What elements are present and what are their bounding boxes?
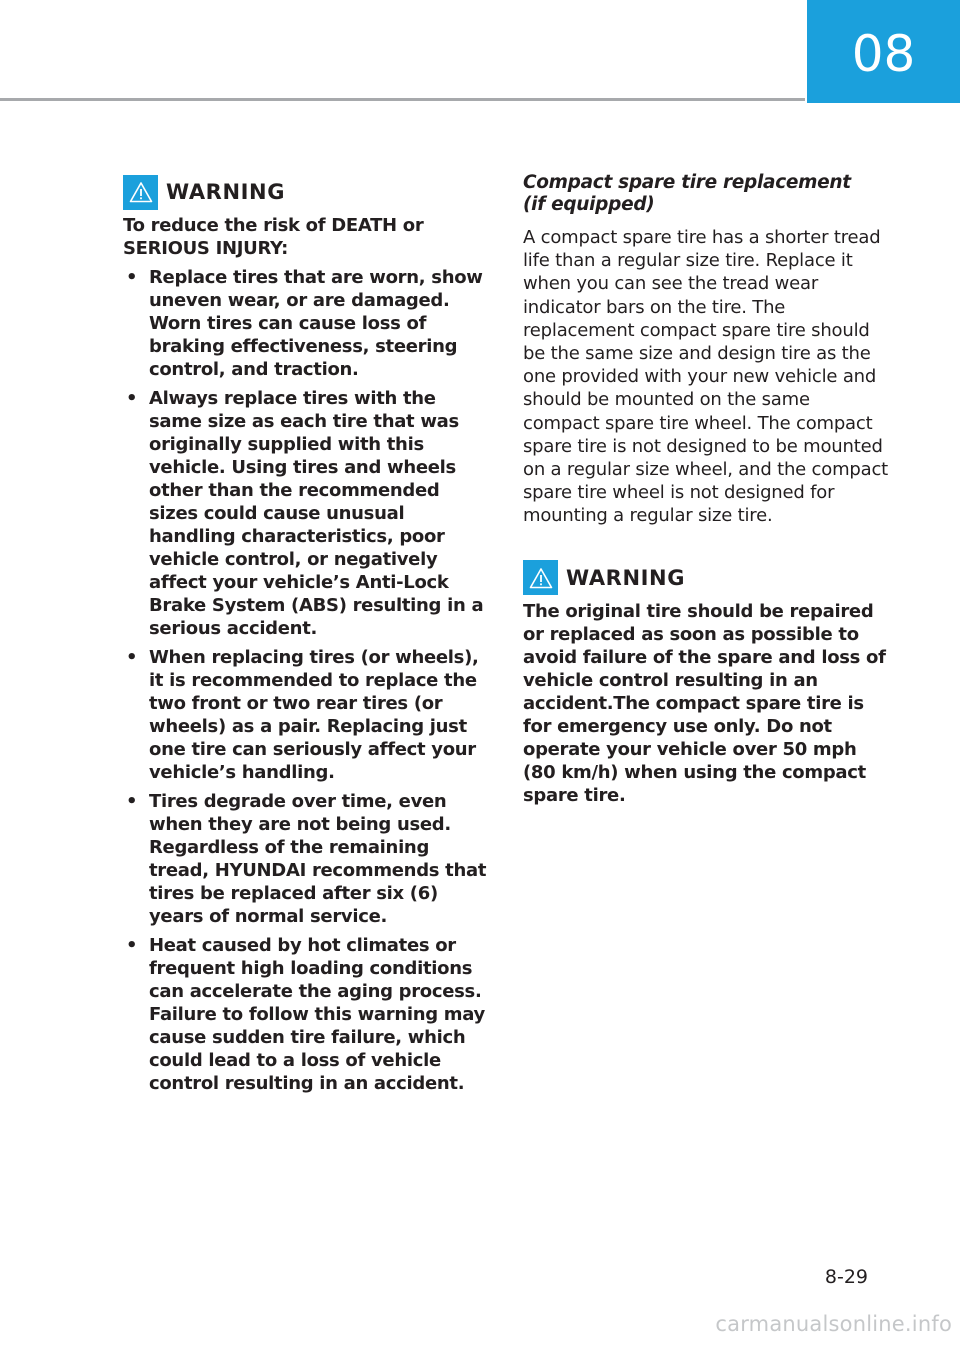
warning-bullet [123, 790, 493, 928]
warning-bullet [123, 934, 493, 1095]
warning-title: WARNING [166, 180, 286, 204]
bullet-text: When replacing tires (or wheels), it is recommended to replace the two front or two rear tires (or wheels) as a pair. Replacing just one tire can seriously affect your vehicle’s handling. [149, 647, 479, 783]
section-title-line2: (if equipped) [523, 194, 655, 215]
bullet-dot: • [126, 267, 138, 288]
bullet-text: Tires degrade over time, even when they are not being used. Regardless of the remaining tread, HYUNDAI recommends that tires be replaced after six (6) years of normal service. [149, 791, 487, 927]
warning-bullet-list [123, 266, 493, 1095]
section-body: A compact spare tire has a shorter tread life than a regular size tire. Replace it when you can see the tread wear indicator bars on the tire. The replacement compact spare tire should be the same size and design tire as the one provided with your new vehicle and should be mounted on the same compact spare tire wheel. The compact spare tire is not designed to be mounted on a regular size wheel, and the compact spare tire wheel is not designed for mounting a regular size tire. [523, 227, 889, 527]
warning-text: The original tire should be repaired or replaced as soon as possible to avoid failure of the spare and loss of vehicle control resulting in an accident.The compact spare tire is for emergency use only. Do not operate your vehicle over 50 mph (80 km/h) when using the compact spare tire. [523, 600, 886, 806]
warning-bullet [123, 266, 493, 381]
warning-triangle-icon [123, 175, 158, 210]
warning-title: WARNING [566, 565, 686, 590]
bullet-dot: • [126, 388, 138, 409]
bullet-dot: • [126, 647, 138, 668]
warning-triangle-icon [523, 560, 558, 595]
right-column [523, 172, 888, 807]
section-title [523, 172, 888, 216]
spare-tire-warning [523, 558, 888, 807]
section-title-line1: Compact spare tire replacement [523, 172, 851, 193]
warning-intro: To reduce the risk of DEATH or SERIOUS INJURY: [123, 215, 424, 259]
chapter-tab: 08 [807, 0, 960, 103]
warning-header [523, 558, 888, 598]
bullet-dot: • [126, 935, 138, 956]
bullet-dot: • [126, 791, 138, 812]
bullet-text: Always replace tires with the same size as each tire that was originally supplied with this vehicle. Using tires and wheels other than the recommended sizes could cause unusual handling characteristics, poor vehicle control, or negatively affect your vehicle’s Anti-Lock Brake System (ABS) resulting in a serious accident. [149, 388, 484, 639]
left-column [123, 172, 493, 1101]
warning-header [123, 172, 493, 212]
bullet-text: Heat caused by hot climates or frequent high loading conditions can accelerate the aging process. Failure to follow this warning may cause sudden tire failure, which could lead to a loss of vehicle control resulting in an accident. [149, 935, 485, 1094]
header-rule [0, 98, 805, 101]
warning-bullet [123, 646, 493, 784]
warning-bullet [123, 387, 493, 640]
watermark: carmanualsonline.info [715, 1312, 952, 1336]
page-number: 8-29 [824, 1266, 868, 1288]
bullet-text: Replace tires that are worn, show uneven wear, or are damaged. Worn tires can cause loss of braking effectiveness, steering control, and traction. [149, 267, 483, 380]
